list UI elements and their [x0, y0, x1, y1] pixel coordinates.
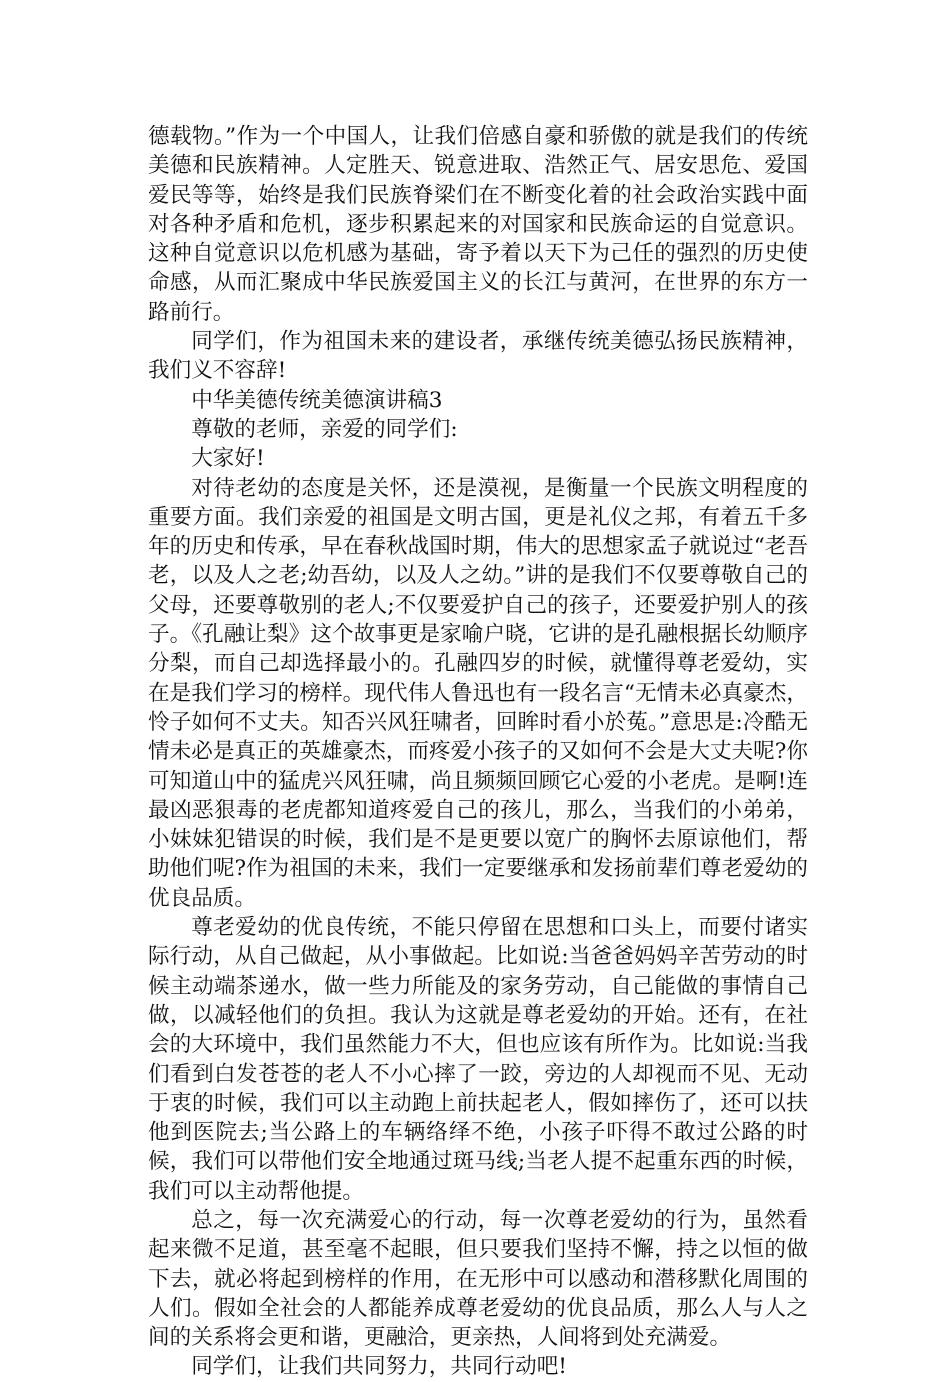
greeting: 大家好! — [191, 446, 265, 472]
salutation: 尊敬的老师，亲爱的同学们: — [191, 416, 458, 442]
paragraph-respect-elders: 对待老幼的态度是关怀，还是漠视，是衡量一个民族文明程度的重要方面。我们亲爱的祖国是文明古国，更是礼仪之邦，有着五千多年的历史和传承，早在春秋战国时期，伟大的思想家孟子就说过“老吾老，以及人之老;幼吾幼，以及人之幼。”讲的是我们不仅要尊敬自己的父母，还要尊敬别的老人;不仅要爱护自己的孩子，还要爱护别人的孩子。《孔融让梨》这个故事更是家喻户晓，它讲的是孔融根据长幼顺序分梨，而自己却选择最小的。孔融四岁的时候，就懂得尊老爱幼，实在是我们学习的榜样。现代伟人鲁迅也有一段名言“无情未必真豪杰，怜子如何不丈夫。知否兴风狂啸者，回眸时看小於菟。”意思是:冷酷无情未必是真正的英雄豪杰，而疼爱小孩子的又如何不会是大丈夫呢?你可知道山中的猛虎兴风狂啸，尚且频频回顾它心爱的小老虎。是啊!连最凶恶狠毒的老虎都知道疼爱自己的孩儿，那么，当我们的小弟弟，小妹妹犯错误的时候，我们是不是更要以宽广的胸怀去原谅他们，帮助他们呢?作为祖国的未来，我们一定要继承和发扬前辈们尊老爱幼的优良品质。 — [148, 475, 808, 911]
closing-line: 同学们，让我们共同努力，共同行动吧! — [191, 1354, 567, 1380]
paragraph-duty: 同学们，作为祖国未来的建设者，承继传统美德弘扬民族精神，我们义不容辞! — [148, 329, 808, 384]
paragraph-continuation: 德载物。”作为一个中国人，让我们倍感自豪和骄傲的就是我们的传统美德和民族精神。人定胜天、锐意进取、浩然正气、居安思危、爱国爱民等等，始终是我们民族脊梁们在不断变化着的社会政治实践中面对各种矛盾和危机，逐步积累起来的对国家和民族命运的自觉意识。这种自觉意识以危机感为基础，寄予着以天下为己任的强烈的历史使命感，从而汇聚成中华民族爱国主义的长江与黄河，在世界的东方一路前行。 — [148, 124, 808, 325]
speech-title: 中华美德传统美德演讲稿3 — [191, 387, 443, 413]
document-body — [148, 122, 808, 1382]
paragraph-conclusion: 总之，每一次充满爱心的行动，每一次尊老爱幼的行为，虽然看起来微不足道，甚至毫不起眼，但只要我们坚持不懈，持之以恒的做下去，就必将起到榜样的作用，在无形中可以感动和潜移默化周围的人们。假如全社会的人都能养成尊老爱幼的优良品质，那么人与人之间的关系将会更和谐，更融洽，更亲热，人间将到处充满爱。 — [148, 1207, 808, 1351]
paragraph-action: 尊老爱幼的优良传统，不能只停留在思想和口头上，而要付诸实际行动，从自己做起，从小事做起。比如说:当爸爸妈妈辛苦劳动的时候主动端茶递水，做一些力所能及的家务劳动，自己能做的事情自己做，以减轻他们的负担。我认为这就是尊老爱幼的开始。还有，在社会的大环境中，我们虽然能力不大，但也应该有所作为。比如说:当我们看到白发苍苍的老人不小心摔了一跤，旁边的人却视而不见、无动于衷的时候，我们可以主动跑上前扶起老人，假如摔伤了，还可以扶他到医院去;当公路上的车辆络绎不绝，小孩子吓得不敢过公路的时候，我们可以带他们安全地通过斑马线;当老人提不起重东西的时候，我们可以主动帮他提。 — [148, 915, 808, 1204]
